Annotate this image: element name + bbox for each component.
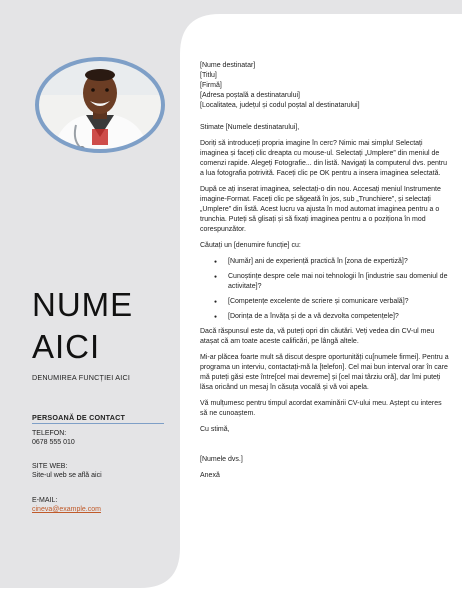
- email-link[interactable]: cineva@example.com: [32, 506, 101, 513]
- recipient-address: [200, 61, 450, 111]
- website-value: Site-ul web se află aici: [32, 472, 102, 479]
- contact-heading: PERSOANĂ DE CONTACT: [32, 413, 126, 422]
- signature: [Numele dvs.]: [200, 456, 243, 463]
- paragraph-4: Mi-ar plăcea foarte mult să discut despre oportunități cu[numele firmei]. Pentru a programa un interviu, contactați-mă la [telefon]. Cel mai bun interval orar în care mă puteți găsi este între[cel mai devreme] și [cel mai târziu oră], dar îmi puteți lăsa oricând un mesaj în căsuța vocală și vă voi apela.: [200, 354, 449, 391]
- recipient-company: [Firmă]: [200, 82, 222, 89]
- job-title: DENUMIREA FUNCȚIEI AICI: [32, 373, 131, 382]
- recipient-title: [Titlu]: [200, 72, 217, 79]
- list-item: ● Cunoștințe despre cele mai noi tehnologii în [industrie sau domeniul de activitate]?: [228, 272, 450, 292]
- phone-value: 0678 555 010: [32, 439, 75, 446]
- list-intro: Căutați un [denumire funcție] cu:: [200, 242, 301, 249]
- candidate-name: [32, 284, 182, 368]
- paragraph-2: După ce ați inserat imaginea, selectați-o din nou. Accesați meniul Instrumente imagine-Format. Faceți clic pe săgeată în jos, sub „Trunchiere”, și selectați „Umplere” din listă. Acest lucru va ajusta în mod automat imaginea pentru a o trunchia. Puteți să glisați și să fixați imaginea pentru a o poziționa în mod corespunzător.: [200, 186, 441, 233]
- phone-label: TELEFON:: [32, 430, 67, 437]
- paragraph-5: Vă mulțumesc pentru timpul acordat examinării CV-ului meu. Aștept cu interes să ne cunoaștem.: [200, 400, 442, 417]
- paragraph-3: Dacă răspunsul este da, vă puteți opri din căutări. Veți vedea din CV-ul meu atașat că am toate aceste calificări, pe lângă altele.: [200, 328, 435, 345]
- recipient-name: [Nume destinatar]: [200, 62, 256, 69]
- qualifications-list: [200, 257, 450, 322]
- recipient-street: [Adresa poștală a destinatarului]: [200, 92, 301, 99]
- paragraph-1: Doriți să introduceți propria imagine în cerc? Nimic mai simplu! Selectați imaginea și faceți clic dreapta cu mouse-ul. Selectați „Umplere” din meniul de comenzi rapide. Alegeți Fotografie... din listă. Navigați la computerul dvs. pentru a lua fotografia potrivită. Faceți clic pe OK pentru a insera imaginea selectată.: [200, 140, 448, 177]
- enclosure: Anexă: [200, 472, 220, 479]
- recipient-city: [Localitatea, județul și codul poștal al destinatarului]: [200, 102, 360, 109]
- contact-divider: [32, 423, 164, 424]
- list-item: ● [Competențe excelente de scriere și comunicare verbală]?: [228, 297, 450, 307]
- cover-letter: [200, 61, 450, 487]
- email-label: E-MAIL:: [32, 497, 58, 504]
- list-item: ● [Dorința de a învăța și de a vă dezvolta competențele]?: [228, 312, 450, 322]
- closing: Cu stimă,: [200, 426, 230, 433]
- website-label: SITE WEB:: [32, 463, 68, 470]
- profile-photo[interactable]: [32, 55, 168, 155]
- list-item: ● [Număr] ani de experiență practică în [zona de expertiză]?: [228, 257, 450, 267]
- salutation: Stimate [Numele destinatarului],: [200, 124, 300, 131]
- name-line-1: NUME: [32, 286, 134, 323]
- name-line-2: AICI: [32, 328, 101, 365]
